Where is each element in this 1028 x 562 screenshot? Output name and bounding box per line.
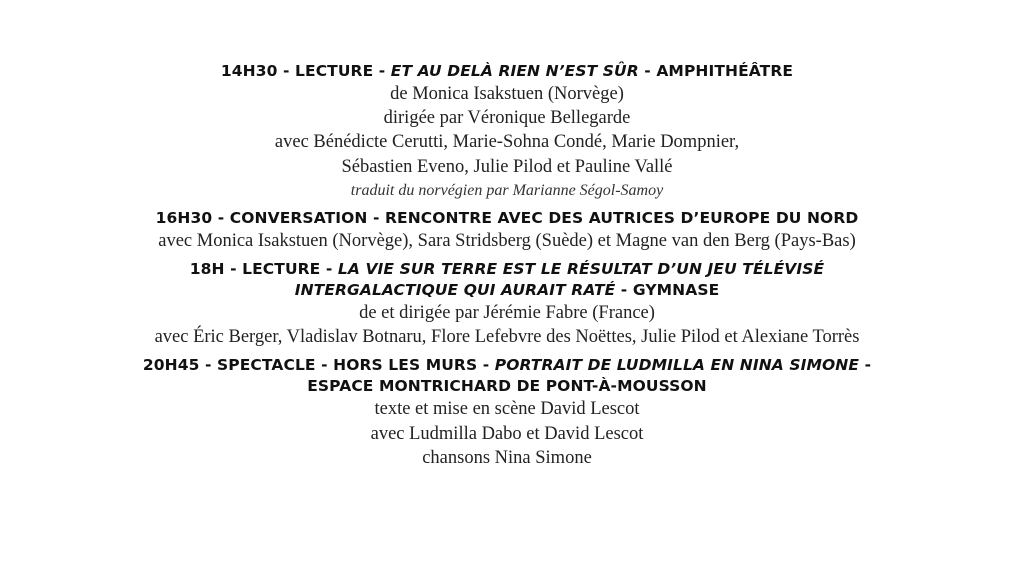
event-director: dirigée par Véronique Bellegarde [383, 108, 631, 129]
event-heading [0, 208, 1014, 229]
event-heading-text: 16H30 - CONVERSATION - RENCONTRE AVEC DES AUTRICES D’EUROPE DU NORD [155, 208, 859, 227]
event-text-direction: texte et mise en scène David Lescot [374, 399, 640, 420]
event-heading-title: ET AU DELÀ RIEN N’EST SÛR [390, 62, 639, 80]
event-cast-line-2: Sébastien Eveno, Julie Pilod et Pauline Vallé [341, 156, 673, 177]
event-author-director: de et dirigée par Jérémie Fabre (France) [359, 303, 655, 324]
event-author: de Monica Isakstuen (Norvège) [390, 84, 624, 104]
event-heading-time-type: 20H45 - SPECTACLE - HORS LES MURS - [142, 356, 495, 375]
event-heading-venue: - GYMNASE [615, 281, 720, 300]
event-heading-time-type: 18H - LECTURE - [189, 260, 338, 279]
event-heading-title: PORTRAIT DE LUDMILLA EN NINA SIMONE [494, 356, 860, 375]
event-cast-line-1: avec Bénédicte Cerutti, Marie-Sohna Condé, Marie Dompnier, [274, 132, 740, 153]
event-participants: avec Monica Isakstuen (Norvège), Sara Stridsberg (Suède) et Magne van den Berg (Pays-Bas) [158, 230, 856, 251]
event-songs: chansons Nina Simone [422, 447, 592, 468]
event-heading-title-part-2: INTERGALACTIQUE QUI AURAIT RATÉ [294, 281, 616, 300]
event-heading [0, 61, 1014, 82]
program-schedule [0, 61, 1014, 470]
event-translator: traduit du norvégien par Marianne Ségol-Samoy [350, 181, 664, 199]
event-reading-1430 [0, 61, 1014, 202]
event-heading-title-part-1: LA VIE SUR TERRE EST LE RÉSULTAT D’UN JEU TÉLÉVISÉ [337, 260, 825, 279]
event-cast: avec Ludmilla Dabo et David Lescot [370, 423, 644, 444]
event-show-20h45 [0, 355, 1014, 470]
event-cast: avec Éric Berger, Vladislav Botnaru, Flore Lefebvre des Noëttes, Julie Pilod et Alexiane Torrès [154, 327, 860, 348]
event-heading-separator: - [859, 356, 872, 375]
event-conversation-1630 [0, 208, 1014, 253]
event-heading [0, 355, 1014, 397]
event-heading [0, 259, 1014, 301]
event-heading-time-type: 14H30 - LECTURE - [220, 62, 391, 80]
event-heading-venue: - AMPHITHÉÂTRE [638, 62, 794, 80]
event-heading-venue: ESPACE MONTRICHARD DE PONT-À-MOUSSON [307, 377, 707, 396]
event-reading-18h [0, 259, 1014, 349]
